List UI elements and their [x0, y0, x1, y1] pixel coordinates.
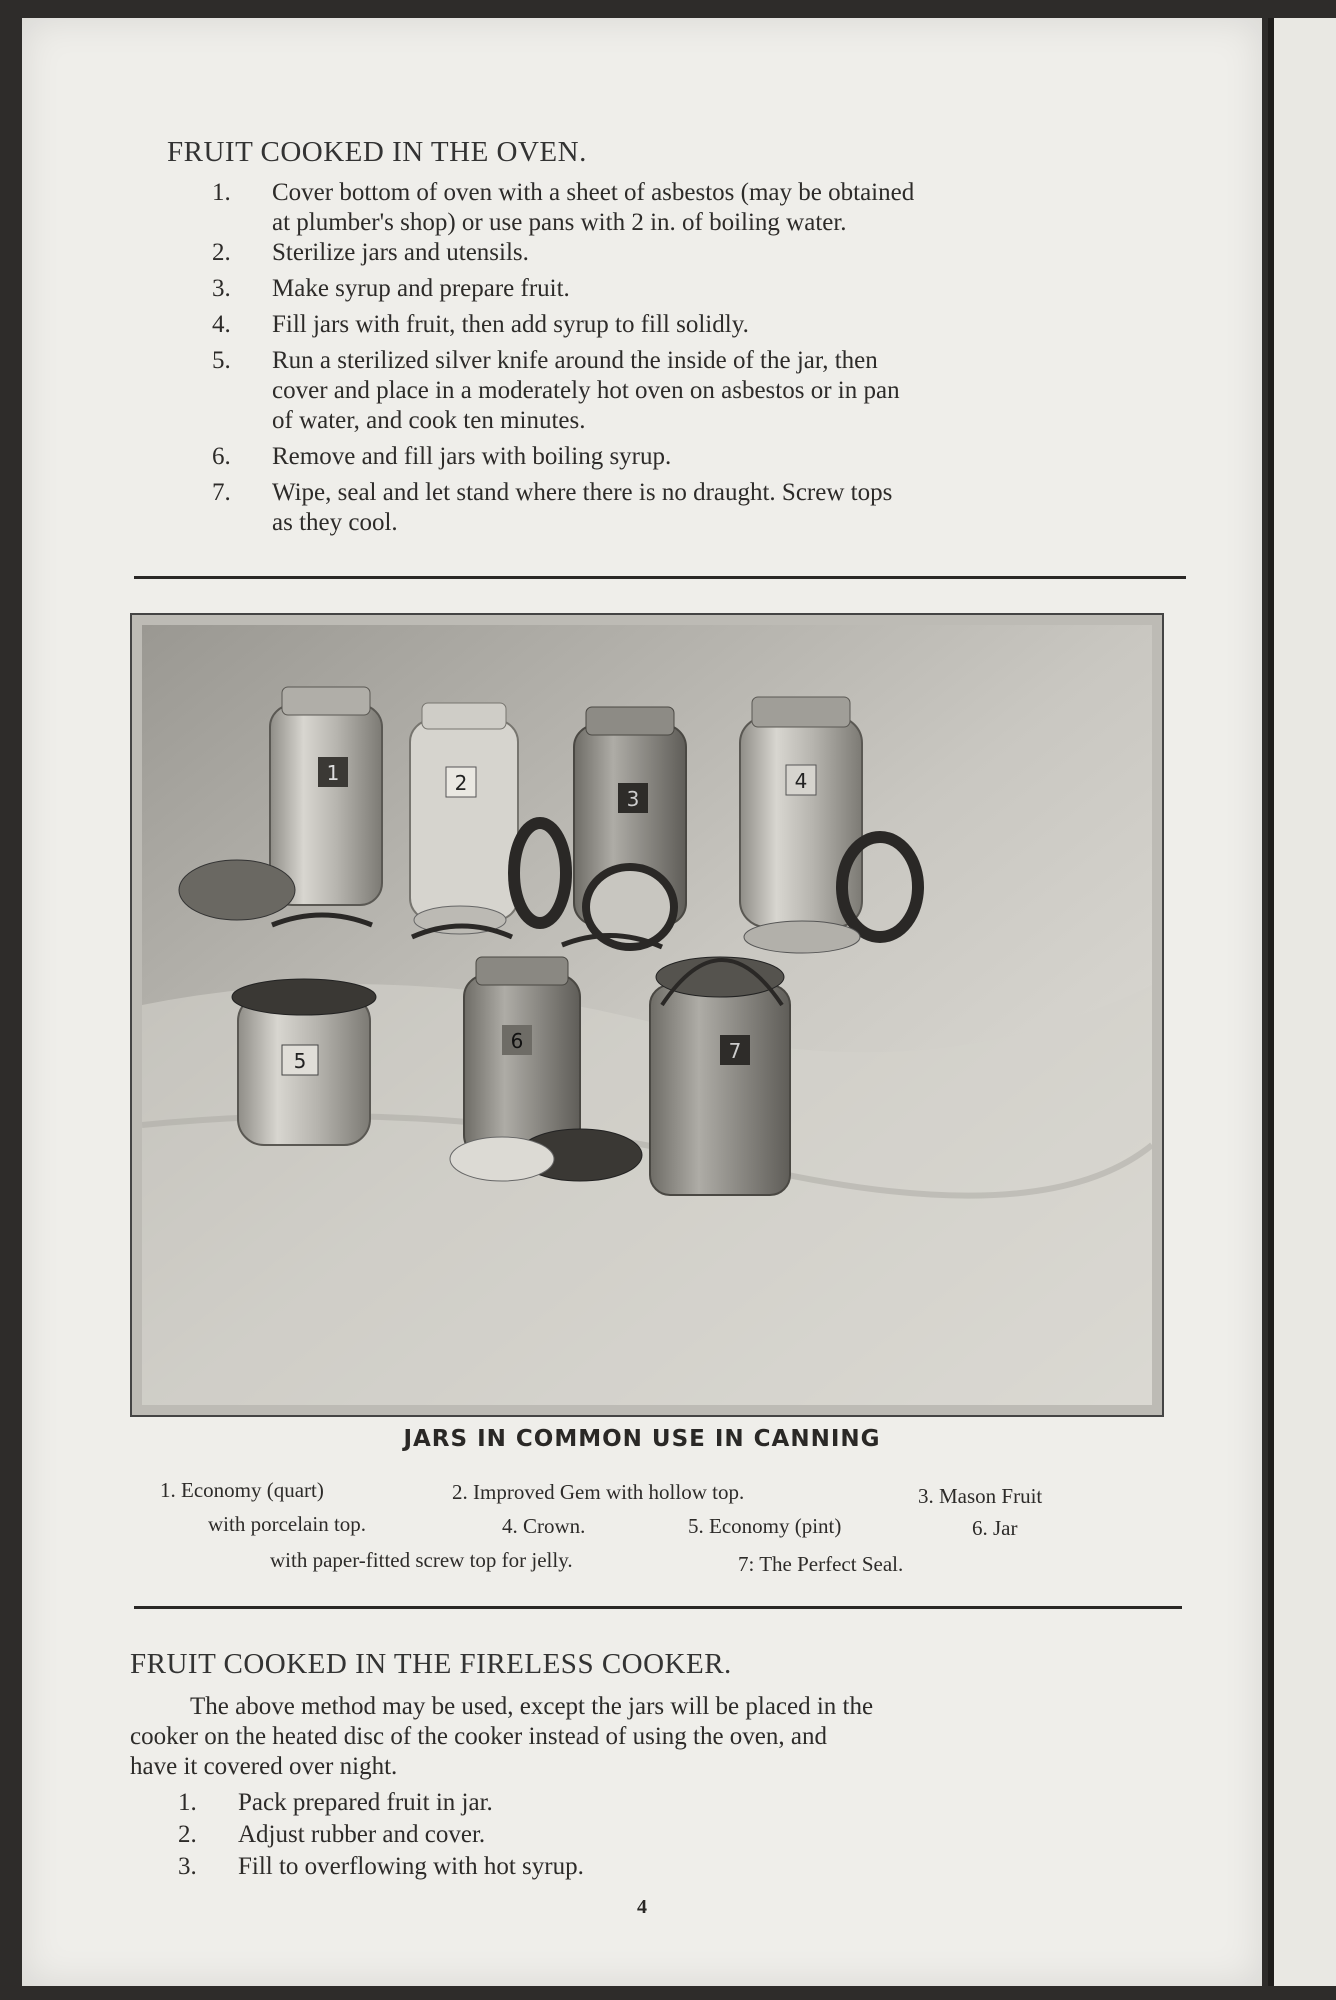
jars-photo-image [142, 625, 1152, 1405]
step-text: Adjust rubber and cover. [238, 1821, 486, 1848]
jar-label-7: 7 [728, 1039, 742, 1063]
page-number: 4 [637, 1896, 647, 1918]
step-text: Cover bottom of oven with a sheet of asbestos (may be obtained [272, 179, 915, 206]
jar-5 [232, 979, 376, 1145]
adjacent-page-edge [1268, 18, 1336, 1986]
step-text: Remove and fill jars with boiling syrup. [272, 443, 672, 470]
caption-item: with porcelain top. [208, 1512, 367, 1536]
intro-line: cooker on the heated disc of the cooker instead of using the oven, and [130, 1723, 827, 1750]
caption-item: 1. Economy (quart) [160, 1478, 324, 1502]
jar-label-3: 3 [626, 787, 640, 811]
step-text: Pack prepared fruit in jar. [238, 1789, 493, 1816]
caption-item: 3. Mason Fruit [918, 1484, 1043, 1508]
jars-photograph [130, 613, 1164, 1417]
section-title-oven: FRUIT COOKED IN THE OVEN. [167, 136, 587, 168]
step-text: at plumber's shop) or use pans with 2 in. of boiling water. [272, 209, 847, 236]
caption-item: 6. Jar [972, 1516, 1018, 1540]
step-text: Run a sterilized silver knife around the inside of the jar, then [272, 347, 878, 374]
step-number: 1. [178, 1789, 197, 1816]
step-number: 7. [212, 479, 231, 506]
step-number: 3. [212, 275, 231, 302]
step-number: 2. [212, 239, 231, 266]
step-number: 4. [212, 311, 231, 338]
step-text: cover and place in a moderately hot oven on asbestos or in pan [272, 377, 900, 404]
jar-7 [650, 957, 790, 1195]
divider-top [134, 576, 1186, 579]
step-text: of water, and cook ten minutes. [272, 407, 586, 434]
step-number: 5. [212, 347, 231, 374]
jar-3 [562, 707, 686, 947]
step-text: Fill to overflowing with hot syrup. [238, 1853, 584, 1880]
jar-label-2: 2 [454, 771, 468, 795]
step-number: 1. [212, 179, 231, 206]
divider-bottom [134, 1606, 1182, 1609]
step-text: Sterilize jars and utensils. [272, 239, 529, 266]
step-text: Make syrup and prepare fruit. [272, 275, 570, 302]
caption-item: 5. Economy (pint) [688, 1514, 842, 1538]
intro-line: The above method may be used, except the jars will be placed in the [190, 1693, 874, 1720]
step-text: Fill jars with fruit, then add syrup to fill solidly. [272, 311, 749, 338]
section-title-fireless-cooker: FRUIT COOKED IN THE FIRELESS COOKER. [130, 1648, 732, 1680]
photo-caption-title: JARS IN COMMON USE IN CANNING [403, 1426, 881, 1452]
jar-label-5: 5 [293, 1049, 307, 1073]
step-number: 6. [212, 443, 231, 470]
jar-label-6: 6 [510, 1029, 524, 1053]
step-text: Wipe, seal and let stand where there is no draught. Screw tops [272, 479, 893, 506]
step-text: as they cool. [272, 509, 398, 536]
caption-item: 4. Crown. [502, 1514, 586, 1538]
step-number: 3. [178, 1853, 197, 1880]
step-number: 2. [178, 1821, 197, 1848]
book-page [22, 18, 1262, 1986]
jar-label-4: 4 [794, 769, 808, 793]
jar-label-1: 1 [326, 761, 340, 785]
caption-item: 2. Improved Gem with hollow top. [452, 1480, 745, 1504]
caption-item: 7: The Perfect Seal. [738, 1552, 904, 1576]
caption-item: with paper-fitted screw top for jelly. [270, 1548, 573, 1572]
intro-line: have it covered over night. [130, 1753, 398, 1780]
